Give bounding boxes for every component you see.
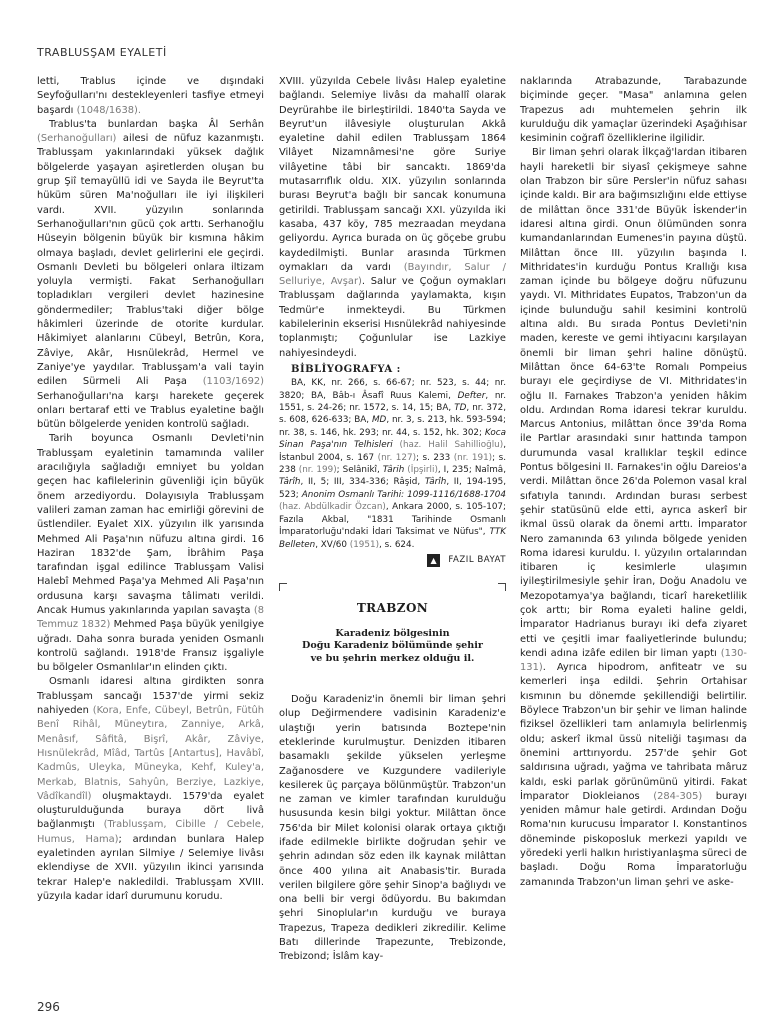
entry-title: TRABZON	[356, 601, 429, 616]
paragraph: letti, Trablus içinde ve dışındaki Seyfoğulları'nı destekleyenleri tasfiye etmeyi başardı (1048/1638).	[37, 76, 264, 116]
paragraph: Trablus'ta bunlardan başka Âl Serhân (Serhanoğulları) ailesi de nüfuz kazanmıştı. Trablusşam yakınlarındaki yüksek dağlık bölgelerde yaşayan aşiretlerden oluşan bu grup Şiî temayüllü idi ve Sayda ile Beyrut'ta hüküm süren Ma'noğulları ile iyi ilişkileri vardı. XVII. yüzyılın sonlarında Serhanoğulları'nın gücü çok arttı. Serhanoğlu Hüseyin bölgenin büyük bir kısmına hâkim olmaya başladı, devlet gelirlerini ele geçirdi. Osmanlı Devleti bu bölgeleri onlara iltizam yoluyla vermişti. Fakat Serhanoğulları topladıkları vergileri devlet hazinesine göndermediler; Trablus'taki diğer bölge hâkimleri üzerinde de otorite kurdular. Hâkimiyet alanlarını Cübeyl, Betrûn, Kora, Zâviye, Akâr, Hısnülekrâd, Hermel ve Zaniye'ye yaydılar. Trablusşam'a vali tayin edilen Sürmeli Ali Paşa (1103/1692) Serhanoğulları'na karşı harekete geçerek onları bertaraf etti ve Trablus eyaletine bağlı bütün bölgelerde yeniden kontrolü sağladı.	[37, 118, 264, 431]
paragraph: naklarında Atrabazunde, Tarabazunde biçiminde geçer. "Masa" anlamına gelen Trapezus adı muhtemelen şehrin ilk kurulduğu dik yamaçlar üzerindeki Aşağıhisar kesiminin coğrafî özelliklerine ilgilidir.	[520, 76, 747, 145]
bibliography-heading: BİBLİYOGRAFYA :	[291, 363, 401, 375]
entry-heading-box	[279, 583, 506, 669]
paragraph: XVIII. yüzyılda Cebele livâsı Halep eyaletine bağlandı. Selemiye livâsı da mahallî olarak Deyrürahbe ile birleştirildi. 1840'ta Sayda ve Beyrut'un ilâvesiyle oluşturulan Akkâ eyaletine dahil edilen Trablusşam 1864 Vilâyet Nizamnâmesi'ne göre Suriye vilâyetine tâbi bir sancaktı. 1869'da mutasarrıflık oldu. XIX. yüzyılın sonlarında burası Beyrut'a bağlı bir sancak konumuna getirildi. Trablusşam sancağı XXI. yüzyılda iki kasaba, 437 köy, 785 mezraadan meydana geliyordu. Ayrıca burada on üç göçebe grubu kaydedilmişti. Bunlar arasında Türkmen oymakları da vardı (Bayındır, Salur / Selluriye, Avşar). Salur ve Çoğun oymakları Trablusşam dağlarında yaylamakta, kışın Tedmür'e inmekteydi. Bu Türkmen kabilelerinin ekserisi Hısnülekrâd nahiyesinde toplanmıştı; Çoğunlular ise Lazkiye nahiyesindeydi.	[279, 76, 507, 359]
author-mark-icon: ▲	[427, 554, 440, 567]
paragraph: Tarih boyunca Osmanlı Devleti'nin Trablusşam eyaletinin tamamında valiler aracılığıyla sağladığı emniyet bu yoldan geçen hac kafilelerinin güvenliği için büyük önem arzediyordu. Dolayısıyla Trablusşam valileri zaman zaman hac emirliği görevini de üstlendiler. Eyalet XIX. yüzyılın ilk yarısında Mehmed Ali Paşa'nın nüfuzu altına girdi. 16 Haziran 1832'de Şam, İbrâhim Paşa tarafından işgal edilince Trablusşam Valisi Halebî Mehmed Paşa'ya Mehmed Ali Paşa'nın ordusuna karşı savaşma tâlimatı verildi. Ancak Humus yakınlarında yapılan savaşta (8 Temmuz 1832) Mehmed Paşa büyük yenilgiye uğradı. Daha sonra burada yeniden Osmanlı kontrolü sağlandı. 1918'de Fransız işgaliyle bu bölgeler Osmanlılar'ın elinden çıktı.	[37, 433, 265, 674]
paragraph: Bir liman şehri olarak İlkçağ'lardan itibaren hayli hareketli bir siyasî çekişmeye sahne olan Trabzon bir süre Persler'in nüfuz sahası içinde kaldı. Bir ara bağımsızlığını elde ettiyse de milâttan önce 331'de Büyük İskender'in idaresi altına girdi. Onun ölümünden sonra kumandanlarından Eumenes'in payına düştü. Milâttan önce III. yüzyılın başında I. Mithridates'in kurduğu Pontus Krallığı kısa zaman içinde bu bölgeye doğru nüfuzunu yaydı. VI. Mithridates Eupatos, Trabzon'un da içinde bulunduğu sahil kesimini kontrolü altına aldı. Bu sırada Pontus Devleti'nin maden, kereste ve gemi ihtiyacını karşılayan önemli bir liman şehri haline dönüştü. Milâttan önce 64-63'te Romalı Pompeius burayı ele geçirdiyse de VI. Mithridates'in oğlu II. Farnakes Trabzon'a yeniden hâkim oldu. Ardından Roma idaresi tekrar kuruldu. Marcus Antonius, milâttan önce 39'da Roma ile Partlar arasındaki sınır hattında tampon durumunda vasal krallıklar teşkil edince Pontus bölgesini II. Farnakes'in oğlu Dareios'a verdi. Milâttan önce 26'da Polemon vasal kral sıfatıyla tanındı. Ardından burası serbest şehir statüsünü elde etti, ayrıca askerî bir ikmal üssü olarak da önemi arttı. İmparator Nero zamanında 63 yılında bölgede yeniden Roma idaresi kuruldu. I. yüzyılın ortalarından itibaren iç kesimlerle ulaşımın iyileştirilmesiyle şehir İran, Doğu Anadolu ve Mezopotamya'ya bağlandı, ticarî hareketlilik çok arttı; bir Roma eyaleti haline geldi, İmparator Hadrianus burayı iki defa ziyaret etti ve çeşitli imar faaliyetlerinde bulundu; kendi adına izâfe edilen bir liman yaptı (130-131). Ayrıca hipodrom, anfiteatr ve su kemerleri inşa edildi. Şehrin Ortahisar kısmının bu dönemde şekillendiği belirtilir. Böylece Trabzon'un bir şehir ve liman halinde fiziksel özellikleri tam anlamıyla belirlenmiş oldu; askerî ikmal üssü niteliği taşıması da önemini arttırıyordu. 257'de şehir Got saldırısına uğradı, yağma ve tahribata mâruz kaldı, eski parlak görünümünü yitirdi. Fakat İmparator Diokleianos (284-305) burayı yeniden mâmur hale getirdi. Ardından Doğu Roma'nın kurucusu İmparator I. Konstantinos döneminde piskoposluk merkezi yapıldı ve yöredeki yerli halkın hıristiyanlaşma süreci de başladı. Doğu Roma İmparatorluğu zamanında Trabzon'un liman şehri ve aske-	[520, 147, 747, 888]
text-column-2	[279, 75, 506, 965]
bibliography: BA, KK, nr. 266, s. 66-67; nr. 523, s. 44; nr. 3820; BA, Bâb-ı Âsafî Ruus Kalemi, Defter, nr. 1551, s. 24-26; nr. 1572, s. 14, 15; BA, TD, nr. 372, s. 608, 626-633; BA, MD, nr. 3, s. 213, hk. 593-594; nr. 38, s. 146, hk. 293; nr. 44, s. 152, hk. 302; Koca Sinan Paşa'nın Telhisleri (haz. Halil Sahillioğlu), İstanbul 2004, s. 167 (nr. 127); s. 233 (nr. 191); s. 238 (nr. 199); Selânikî, Târih (İpşirli), I, 235; Naîmâ, Târîh, II, 5; III, 334-336; Râşid, Târîh, II, 194-195, 523; Anonim Osmanlı Tarihi: 1099-1116/1688-1704 (haz. Abdülkadir Özcan), Ankara 2000, s. 105-107; Fazıla Akbal, "1831 Tarihinde Osmanlı İmparatorluğu'ndaki İdari Taksimat ve Nüfus", TTK Belleten, XV/60 (1951), s. 624.	[279, 378, 507, 550]
corner-bracket-icon	[498, 583, 506, 591]
page-number: 296	[37, 1000, 60, 1014]
corner-bracket-icon	[279, 583, 287, 591]
running-header: TRABLUSŞAM EYALETİ	[37, 46, 167, 59]
text-column-3	[520, 75, 747, 890]
text-column-1	[37, 75, 264, 904]
paragraph: Osmanlı idaresi altına girdikten sonra Trablusşam sancağı 1537'de yirmi sekiz nahiyeden (Kora, Enfe, Cübeyl, Betrûn, Fütûh Benî Rihâl, Müneytıra, Zanniye, Arkâ, Menâsıf, Sâfitâ, Bişrî, Akâr, Zâviye, Hısnülekrâd, Mîâd, Tartûs [Antartus], Havâbî, Kadmûs, Uleyka, Müneyka, Kehf, Kuley'a, Merkab, Blatnis, Sahyûn, Berziye, Lazkiye, Vâdîkandîl) oluşmaktaydı. 1579'da eyalet oluşturulduğunda buraya dört livâ bağlanmıştı (Trablusşam, Cibille / Cebele, Humus, Hama); ardından bunlara Halep eyaletinden ayrılan Silmiye / Selemiye livâsı eklendiyse de XVII. yüzyılın ikinci yarısında tekrar Halep'e nakledildi. Trablusşam XVIII. yüzyıla kadar idarî durumunu korudu.	[37, 676, 264, 902]
paragraph: Doğu Karadeniz'in önemli bir liman şehri olup Değirmendere vadisinin Karadeniz'e ulaştığı yerin batısında Boztepe'nin eteklerinde kurulmuştur. Denizden itibaren basamaklı şekilde yükselen yerleşme Zağanosdere ve Kuzgundere vadileriyle kesilerek üç parçaya bölünmüştür. Trabzon'un ne zaman ve kimler tarafından kurulduğu hususunda kesin bilgi yoktur. Milâttan önce 756'da bir Milet kolonisi olarak ortaya çıktığı ifade edilmekle birlikte doğrudan şehir ve şehrin adından söz eden ilk kaynak milâttan önce 400 yılına ait Anabasis'tir. Burada verilen bilgilere göre şehir Sinop'a bağlıydı ve ona belli bir vergi ödüyordu. Bu bakımdan şehri Sinoplular'ın kurduğu ve buraya Trapezus, Trapeza dedikleri zikredilir. Kelime Batı dillerinde Trapezunte, Trebizonde, Trebizond; İslâm kay-	[279, 694, 506, 963]
author-signature	[279, 553, 506, 567]
entry-subtitle: Karadeniz bölgesinin Doğu Karadeniz bölümünde şehir ve bu şehrin merkez olduğu il.	[302, 627, 483, 664]
author-name: FAZIL BAYAT	[448, 554, 506, 565]
